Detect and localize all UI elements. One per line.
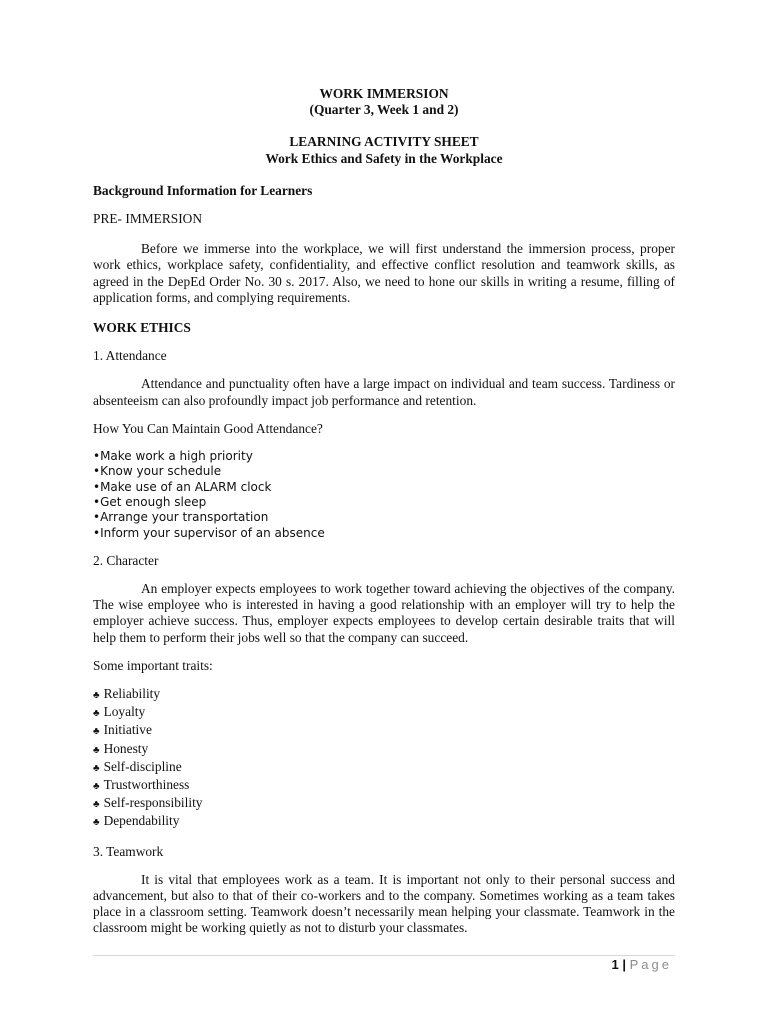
list-item: ♣ Self-discipline [93,758,182,774]
list-item: •Make use of an ALARM clock [93,479,272,494]
list-item: •Get enough sleep [93,494,207,509]
character-heading: 2. Character [93,552,159,568]
attendance-bullet-list [93,449,675,541]
traits-list [93,686,675,832]
club-bullet-icon: ♣ [93,762,100,774]
document-subtitle: (Quarter 3, Week 1 and 2) [309,102,459,118]
club-bullet-icon: ♣ [93,799,100,811]
attendance-question: How You Can Maintain Good Attendance? [93,420,323,436]
list-item: ♣ Trustworthiness [93,777,190,793]
traits-label: Some important traits: [93,657,213,673]
background-heading: Background Information for Learners [93,182,313,198]
club-bullet-icon: ♣ [93,744,100,756]
teamwork-paragraph: It is vital that employees work as a team. It is important not only to their personal success and advancement, but also to that of their co-workers and to the company. Sometimes working as a team takes place in a classroom setting. Teamwork doesn’t necessarily mean helping your classmate. Teamwork in the classroom might be working quietly as not to disturb your classmates. [93,871,675,936]
sheet-subtitle: Work Ethics and Safety in the Workplace [265,150,503,166]
list-item: ♣ Self-responsibility [93,795,203,811]
work-ethics-heading: WORK ETHICS [93,320,191,336]
teamwork-heading: 3. Teamwork [93,843,164,859]
list-item: ♣ Honesty [93,740,149,756]
character-paragraph: An employer expects employees to work together toward achieving the objectives of the company. The wise employee who is interested in having a good relationship with an employer will try to help the employer achieve success. Thus, employer expects employees to develop certain desirable traits that will help them to perform their jobs well so that the company can succeed. [93,581,675,645]
club-bullet-icon: ♣ [93,708,100,720]
sheet-title: LEARNING ACTIVITY SHEET [289,134,479,150]
list-item: •Know your schedule [93,464,222,479]
list-item: ♣ Initiative [93,722,152,738]
page-number: 1 [611,957,619,972]
page-footer [612,957,673,973]
club-bullet-icon: ♣ [93,781,100,793]
document-title: WORK IMMERSION [319,86,449,101]
list-item: •Make work a high priority [93,449,253,464]
club-bullet-icon: ♣ [93,726,100,738]
club-bullet-icon: ♣ [93,817,100,829]
list-item: •Arrange your transportation [93,510,269,525]
attendance-paragraph: Attendance and punctuality often have a large impact on individual and team success. Tardiness or absenteeism can also profoundly impact job performance and retention. [93,376,675,408]
page-label: Page [629,957,672,972]
club-bullet-icon: ♣ [93,690,100,702]
list-item: ♣ Dependability [93,813,180,829]
list-item: •Inform your supervisor of an absence [93,525,325,540]
footer-divider [93,955,675,956]
page-content [93,86,675,937]
background-paragraph: Before we immerse into the workplace, we will first understand the immersion process, proper work ethics, workplace safety, confidentiality, and effective conflict resolution and teamwork skills, as agreed in the DepEd Order No. 30 s. 2017. Also, we need to hone our skills in writing a resume, filling of application forms, and complying requirements. [93,241,675,305]
list-item: ♣ Reliability [93,686,161,702]
list-item: ♣ Loyalty [93,704,146,720]
pre-immersion-label: PRE- IMMERSION [93,211,202,227]
attendance-heading: 1. Attendance [93,348,167,364]
page-separator: | [622,957,626,972]
